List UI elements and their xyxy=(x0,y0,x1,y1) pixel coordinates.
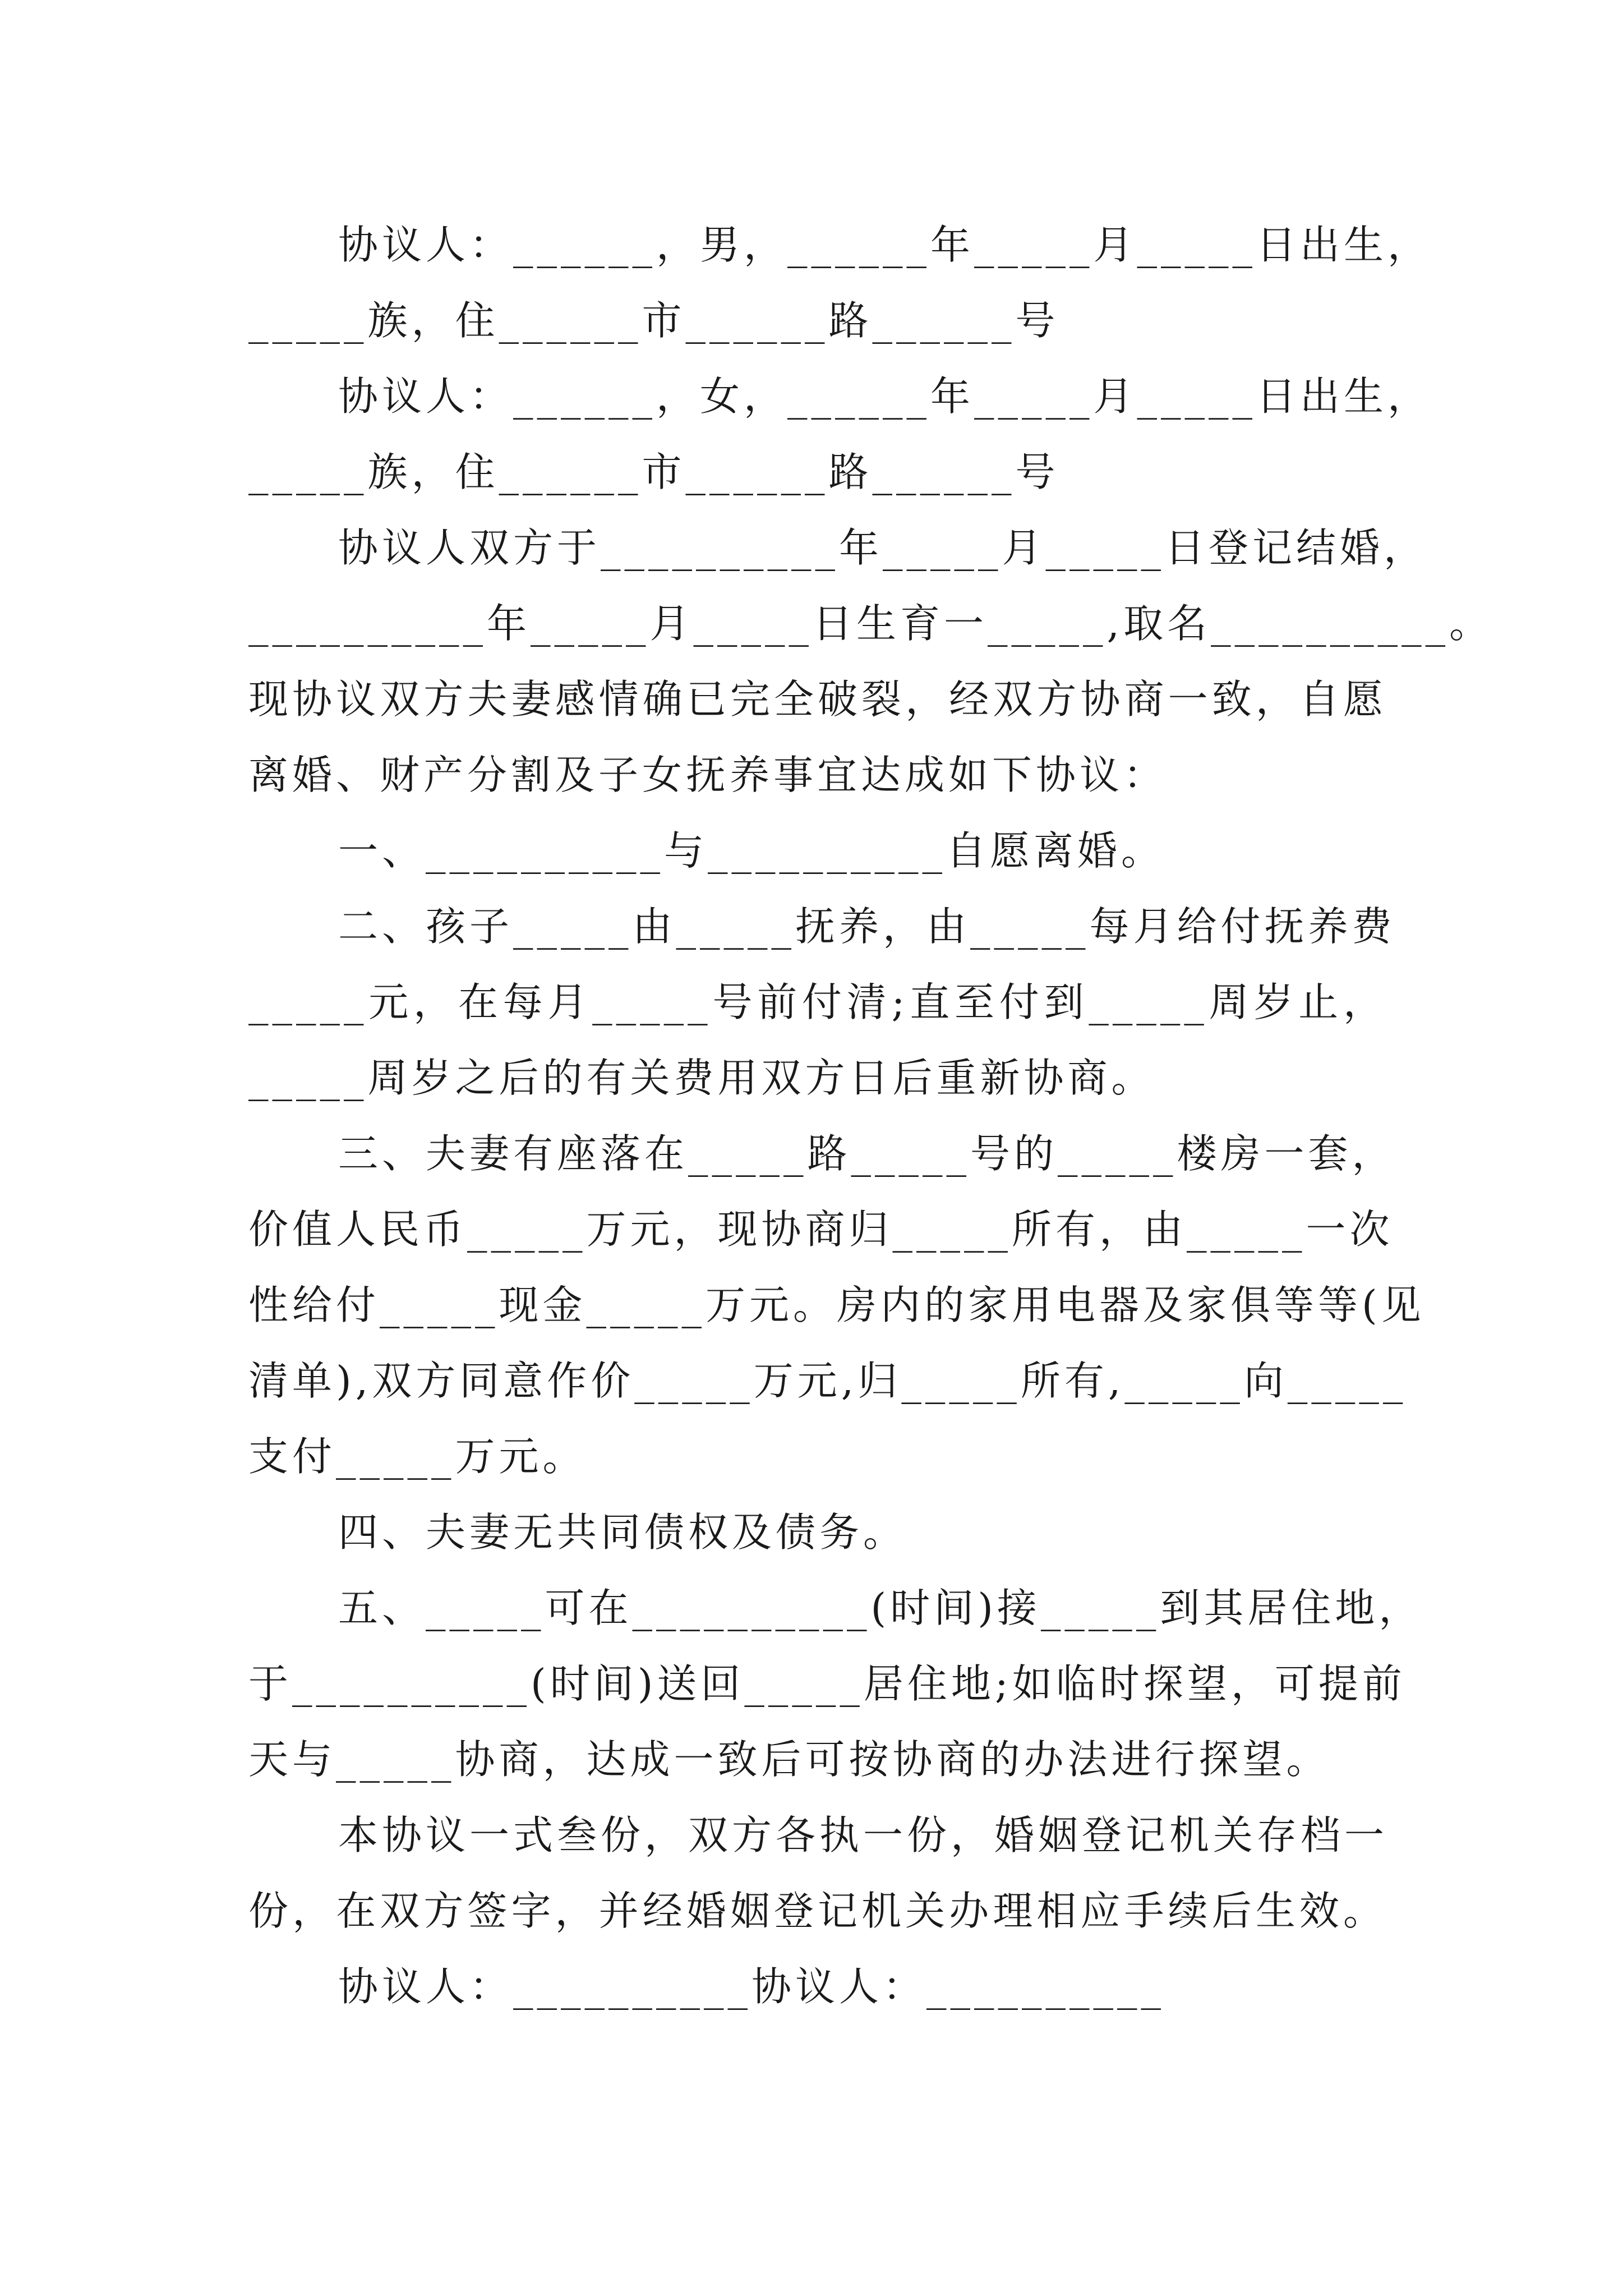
clause-5-line-3: 天与_____协商，达成一致后可按协商的办法进行探望。 xyxy=(248,1736,1330,1783)
closing-line-2: 份，在双方签字，并经婚姻登记机关办理相应手续后生效。 xyxy=(248,1888,1387,1934)
agreement-intro-line: 现协议双方夫妻感情确已完全破裂，经双方协商一致，自愿 xyxy=(248,676,1387,723)
party-male-address-line: _____族，住______市______路______号 xyxy=(248,297,1059,344)
clause-3-line-2: 价值人民币_____万元，现协商归_____所有，由_____一次 xyxy=(248,1206,1394,1253)
child-birth-line: __________年_____月_____日生育一_____,取名__________。 xyxy=(248,600,1493,647)
closing-line-1: 本协议一式叁份，双方各执一份，婚姻登记机关存档一 xyxy=(338,1812,1389,1858)
clause-2-line-2: _____元，在每月_____号前付清;直至付到_____周岁止， xyxy=(248,979,1387,1025)
clause-5-line-1: 五、_____可在__________(时间)接_____到其居住地， xyxy=(338,1585,1423,1631)
clause-3-line-3: 性给付_____现金_____万元。房内的家用电器及家俱等等(见 xyxy=(248,1282,1425,1328)
party-female-line: 协议人：______，女，______年_____月_____日出生， xyxy=(338,373,1432,420)
clause-1: 一、__________与__________自愿离婚。 xyxy=(338,827,1165,874)
clause-3-line-5: 支付_____万元。 xyxy=(248,1433,587,1480)
clause-2-line-1: 二、孩子_____由_____抚养，由_____每月给付抚养费 xyxy=(338,903,1396,950)
clause-4: 四、夫妻无共同债权及债务。 xyxy=(338,1509,907,1556)
marriage-registration-line: 协议人双方于__________年_____月_____日登记结婚， xyxy=(338,524,1428,571)
clause-2-line-3: _____周岁之后的有关费用双方日后重新协商。 xyxy=(248,1055,1155,1101)
agreement-intro-line-2: 离婚、财产分割及子女抚养事宜达成如下协议： xyxy=(248,752,1168,798)
clause-3-line-1: 三、夫妻有座落在_____路_____号的_____楼房一套， xyxy=(338,1130,1396,1177)
signature-line: 协议人：__________协议人：__________ xyxy=(338,1963,1165,2010)
clause-5-line-2: 于__________(时间)送回_____居住地;如临时探望，可提前 xyxy=(248,1660,1406,1707)
party-male-line: 协议人：______，男，______年_____月_____日出生， xyxy=(338,222,1432,268)
clause-3-line-4: 清单),双方同意作价_____万元,归_____所有,_____向_____ xyxy=(248,1358,1407,1404)
party-female-address-line: _____族，住______市______路______号 xyxy=(248,449,1059,495)
